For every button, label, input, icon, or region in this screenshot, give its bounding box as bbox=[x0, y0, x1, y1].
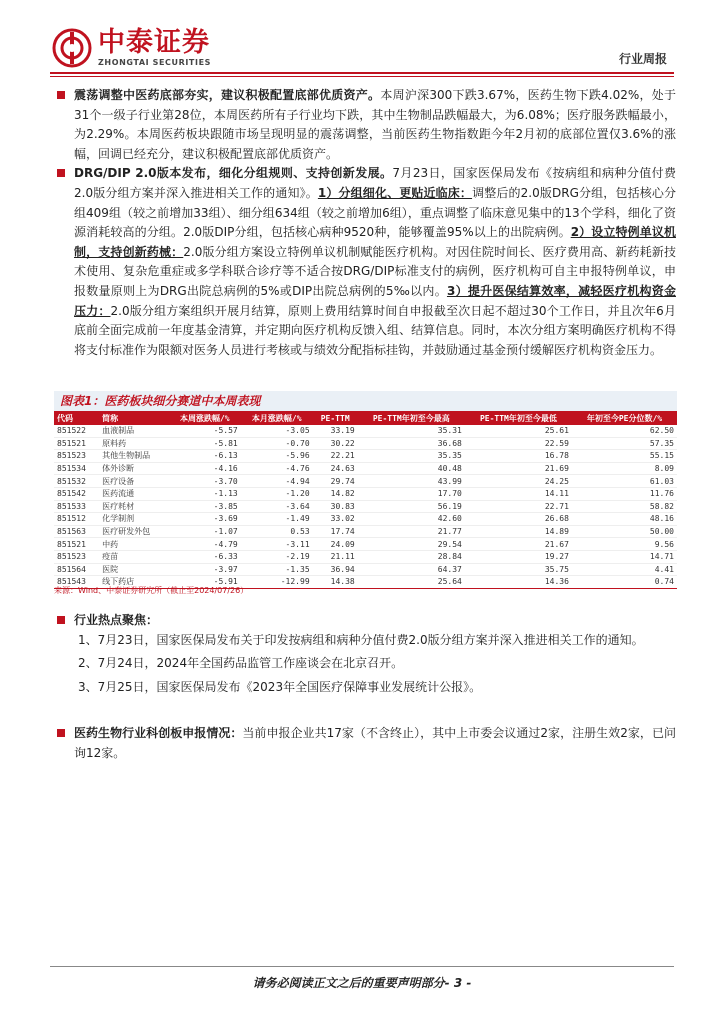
table-cell: 36.68 bbox=[358, 437, 465, 450]
table-cell: 36.94 bbox=[313, 563, 358, 576]
table-cell: 56.19 bbox=[358, 500, 465, 513]
table-header-row bbox=[54, 411, 677, 425]
table-row bbox=[54, 525, 677, 538]
sector-performance-table bbox=[54, 411, 677, 589]
table-cell: 14.36 bbox=[465, 576, 572, 589]
page-number: - 3 - bbox=[444, 976, 472, 990]
point-2-text: 2.0版分组方案设立特例单议机制赋能医疗机构。对因住院时间长、医疗费用高、新药耗新技术使用、复杂危重症或多学科联合诊疗等不适合按DRG/DIP标准支付的病例，医疗机构可自主申报特例单议，申报数量原则上为DRG出院总病例的5%或DIP出院总病例的5‰以内。 bbox=[74, 244, 676, 298]
table-cell: 16.78 bbox=[465, 450, 572, 463]
table-cell: -1.35 bbox=[241, 563, 313, 576]
table-cell: -6.33 bbox=[169, 550, 241, 563]
table-cell: 851523 bbox=[54, 550, 99, 563]
table-column-header: 本周涨跌幅/% bbox=[169, 411, 241, 425]
table-cell: -1.13 bbox=[169, 487, 241, 500]
table-cell: -3.05 bbox=[241, 425, 313, 437]
table-cell: 35.31 bbox=[358, 425, 465, 437]
table-cell: 851542 bbox=[54, 487, 99, 500]
star-market-lead: 医药生物行业科创板申报情况： bbox=[74, 726, 243, 740]
table-cell: 8.09 bbox=[572, 462, 677, 475]
table-cell: -3.97 bbox=[169, 563, 241, 576]
table-cell: 30.83 bbox=[313, 500, 358, 513]
table-cell: 0.74 bbox=[572, 576, 677, 589]
table-row bbox=[54, 475, 677, 488]
table-cell: 24.25 bbox=[465, 475, 572, 488]
table-cell: -4.79 bbox=[169, 538, 241, 551]
table-row bbox=[54, 487, 677, 500]
table-cell: -3.69 bbox=[169, 513, 241, 526]
table-cell: 原料药 bbox=[99, 437, 169, 450]
header-divider-thin bbox=[50, 76, 674, 77]
bullet-square-icon bbox=[57, 91, 65, 99]
table-cell: 14.82 bbox=[313, 487, 358, 500]
table-row bbox=[54, 500, 677, 513]
footer-disclaimer: 请务必阅读正文之后的重要声明部分 bbox=[252, 976, 445, 990]
table-row bbox=[54, 462, 677, 475]
table-cell: 14.38 bbox=[313, 576, 358, 589]
table-cell: 64.37 bbox=[358, 563, 465, 576]
brand-name-en: ZHONGTAI SECURITIES bbox=[98, 58, 211, 67]
table-cell: 851564 bbox=[54, 563, 99, 576]
table-cell: 43.99 bbox=[358, 475, 465, 488]
table-cell: 28.84 bbox=[358, 550, 465, 563]
hotspots-heading bbox=[54, 611, 676, 631]
hotspot-item-3: 3、7月25日，国家医保局发布《2023年全国医疗保障事业发展统计公报》。 bbox=[78, 679, 482, 694]
point-3-text: 2.0版分组方案组织开展月结算，原则上费用结算时间自申报截至次日起不超过30个工作日，并且次年6月底前全面完成前一年度基金清算，并定期向医疗机构反馈入组、结算信息。同时，本次分组方案明确医疗机构不得将支付标准作为限额对医务人员进行考核或与绩效分配指标挂钩，并鼓励通过基金预付缓解医疗机构资金压力。 bbox=[74, 303, 676, 357]
table-cell: 851534 bbox=[54, 462, 99, 475]
star-market-section bbox=[54, 724, 676, 763]
report-type: 行业周报 bbox=[618, 52, 667, 66]
table-cell: -3.70 bbox=[169, 475, 241, 488]
table-column-header: 年初至今PE分位数/% bbox=[572, 411, 677, 425]
table-column-header: PE-TTM年初至今最低 bbox=[465, 411, 572, 425]
table-cell: 851521 bbox=[54, 538, 99, 551]
table-cell: 医疗耗材 bbox=[99, 500, 169, 513]
table-cell: 21.69 bbox=[465, 462, 572, 475]
table-cell: -1.07 bbox=[169, 525, 241, 538]
table-cell: 851522 bbox=[54, 425, 99, 437]
footer-divider bbox=[50, 966, 674, 967]
hotspot-item-2: 2、7月24日，2024年全国药品监管工作座谈会在北京召开。 bbox=[78, 656, 404, 671]
table-cell: 14.71 bbox=[572, 550, 677, 563]
table-column-header: PE-TTM年初至今最高 bbox=[358, 411, 465, 425]
table-cell: 42.60 bbox=[358, 513, 465, 526]
point-1-heading: 1）分组细化、更贴近临床： bbox=[317, 185, 473, 200]
table-cell: -3.64 bbox=[241, 500, 313, 513]
table-cell: 40.48 bbox=[358, 462, 465, 475]
table-cell: 21.67 bbox=[465, 538, 572, 551]
table-cell: 22.71 bbox=[465, 500, 572, 513]
bullet-square-icon bbox=[57, 729, 65, 737]
table-cell: 化学制剂 bbox=[99, 513, 169, 526]
table-cell: -1.20 bbox=[241, 487, 313, 500]
table-cell: 17.70 bbox=[358, 487, 465, 500]
table-cell: -4.94 bbox=[241, 475, 313, 488]
table-cell: -5.57 bbox=[169, 425, 241, 437]
hotspot-item-1: 1、7月23日，国家医保局发布关于印发按病组和病种分值付费2.0版分组方案并深入推进相关工作的通知。 bbox=[78, 632, 644, 647]
paragraph-drg-dip bbox=[54, 164, 676, 360]
table-cell: 24.63 bbox=[313, 462, 358, 475]
table-cell: 血液制品 bbox=[99, 425, 169, 437]
table-cell: 851533 bbox=[54, 500, 99, 513]
table-cell: 医院 bbox=[99, 563, 169, 576]
table-cell: 22.59 bbox=[465, 437, 572, 450]
table-cell: 26.68 bbox=[465, 513, 572, 526]
star-market-paragraph bbox=[54, 724, 676, 763]
brand-name-cn: 中泰证券 bbox=[98, 27, 210, 58]
table-cell: 50.00 bbox=[572, 525, 677, 538]
table-cell: 48.16 bbox=[572, 513, 677, 526]
table-cell: -0.70 bbox=[241, 437, 313, 450]
table-cell: 851512 bbox=[54, 513, 99, 526]
table-cell: 55.15 bbox=[572, 450, 677, 463]
table-cell: 9.56 bbox=[572, 538, 677, 551]
table-cell: -6.13 bbox=[169, 450, 241, 463]
table-column-header: 本月涨跌幅/% bbox=[241, 411, 313, 425]
figure-title: 图表1：医药板块细分赛道中本周表现 bbox=[60, 394, 261, 408]
page-header bbox=[0, 0, 724, 80]
figure-source: 来源：Wind、中泰证券研究所（截止至2024/07/26） bbox=[54, 586, 249, 595]
table-column-header: 简称 bbox=[99, 411, 169, 425]
paragraph-text: 本周沪深300下跌3.67%，医药生物下跌4.02%，处于31个一级子行业第28位，本周医药所有子行业均下跌，其中生物制品跌幅最大，为6.08%；医疗服务跌幅最小，为2.29%。本周医药板块跟随市场呈现明显的震荡调整，当前医药生物指数距今年2月初的底部位置仅3.6%的涨幅，回调已经充分，建议积极配置底部优质资产。 bbox=[74, 88, 676, 161]
brand-emblem-icon bbox=[52, 28, 92, 68]
table-cell: 体外诊断 bbox=[99, 462, 169, 475]
table-cell: 17.74 bbox=[313, 525, 358, 538]
table-cell: -4.76 bbox=[241, 462, 313, 475]
table-cell: -5.91 bbox=[169, 576, 241, 589]
table-cell: 11.76 bbox=[572, 487, 677, 500]
point-2-heading: 2）设立特例单议机制，支持创新药械： bbox=[74, 225, 676, 259]
table-cell: 57.35 bbox=[572, 437, 677, 450]
paragraph-text: 7月23日，国家医保局发布《按病组和病种分值付费2.0版分组方案并深入推进相关工作的通知》。 bbox=[74, 166, 677, 200]
header-divider bbox=[50, 72, 674, 74]
table-cell: 58.82 bbox=[572, 500, 677, 513]
table-cell: 62.50 bbox=[572, 425, 677, 437]
paragraph-lead: DRG/DIP 2.0版本发布，细化分组规则、支持创新发展。 bbox=[74, 166, 393, 181]
table-cell: 19.27 bbox=[465, 550, 572, 563]
table-cell: 35.75 bbox=[465, 563, 572, 576]
table-cell: 医疗设备 bbox=[99, 475, 169, 488]
table-cell: 35.35 bbox=[358, 450, 465, 463]
table-cell: 疫苗 bbox=[99, 550, 169, 563]
page-footer bbox=[0, 974, 724, 991]
table-cell: 851543 bbox=[54, 576, 99, 589]
table-cell: -5.96 bbox=[241, 450, 313, 463]
table-cell: 24.09 bbox=[313, 538, 358, 551]
section-body bbox=[54, 86, 676, 360]
table-cell: -12.99 bbox=[241, 576, 313, 589]
table-row bbox=[54, 563, 677, 576]
table-body bbox=[54, 425, 677, 588]
table-cell: 25.64 bbox=[358, 576, 465, 589]
table-row bbox=[54, 437, 677, 450]
table-cell: 29.74 bbox=[313, 475, 358, 488]
table-cell: 21.77 bbox=[358, 525, 465, 538]
table-cell: 21.11 bbox=[313, 550, 358, 563]
table-row bbox=[54, 450, 677, 463]
paragraph-market-review bbox=[54, 86, 676, 164]
point-3-heading: 3）提升医保结算效率，减轻医疗机构资金压力： bbox=[74, 283, 676, 318]
table-cell: 14.89 bbox=[465, 525, 572, 538]
point-1-text: 调整后的2.0版DRG分组，包括核心分组409组（较之前增加33组）、细分组634组（较之前增加6组），重点调整了临床意见集中的13个学科，细化了资源消耗较高的分组。2.0版DIP分组，包括核心病种9520种，能够覆盖95%以上的出院病例。 bbox=[74, 185, 676, 240]
table-cell: 30.22 bbox=[313, 437, 358, 450]
table-cell: 医药流通 bbox=[99, 487, 169, 500]
table-cell: -2.19 bbox=[241, 550, 313, 563]
bullet-square-icon bbox=[57, 616, 65, 624]
hotspots-section bbox=[54, 611, 676, 697]
table-row bbox=[54, 550, 677, 563]
table-cell: 29.54 bbox=[358, 538, 465, 551]
table-cell: 851532 bbox=[54, 475, 99, 488]
table-cell: -3.85 bbox=[169, 500, 241, 513]
table-row bbox=[54, 513, 677, 526]
table-row bbox=[54, 425, 677, 437]
paragraph-lead: 震荡调整中医药底部夯实，建议积极配置底部优质资产。 bbox=[74, 88, 381, 102]
star-market-text: 当前申报企业共17家（不含终止），其中上市委会议通过2家，注册生效2家，已问询12家。 bbox=[74, 726, 676, 760]
table-cell: 25.61 bbox=[465, 425, 572, 437]
table-column-header: 代码 bbox=[54, 411, 99, 425]
table-cell: 中药 bbox=[99, 538, 169, 551]
table-cell: 其他生物制品 bbox=[99, 450, 169, 463]
table-cell: -5.81 bbox=[169, 437, 241, 450]
hotspots-title: 行业热点聚焦： bbox=[74, 613, 159, 627]
table-cell: 0.53 bbox=[241, 525, 313, 538]
bullet-square-icon bbox=[57, 169, 65, 177]
table-cell: 61.03 bbox=[572, 475, 677, 488]
table-cell: 33.19 bbox=[313, 425, 358, 437]
table-column-header: PE-TTM bbox=[313, 411, 358, 425]
table-cell: 33.02 bbox=[313, 513, 358, 526]
table-cell: 4.41 bbox=[572, 563, 677, 576]
figure-title-bar bbox=[54, 391, 677, 411]
table-cell: 医疗研发外包 bbox=[99, 525, 169, 538]
table-cell: 851563 bbox=[54, 525, 99, 538]
table-cell: 22.21 bbox=[313, 450, 358, 463]
table-cell: 14.11 bbox=[465, 487, 572, 500]
table-cell: 851523 bbox=[54, 450, 99, 463]
table-cell: 线下药店 bbox=[99, 576, 169, 589]
table-cell: 851521 bbox=[54, 437, 99, 450]
table-cell: -4.16 bbox=[169, 462, 241, 475]
table-cell: -1.49 bbox=[241, 513, 313, 526]
brand-logo bbox=[52, 28, 211, 68]
table-cell: -3.11 bbox=[241, 538, 313, 551]
table-row bbox=[54, 538, 677, 551]
